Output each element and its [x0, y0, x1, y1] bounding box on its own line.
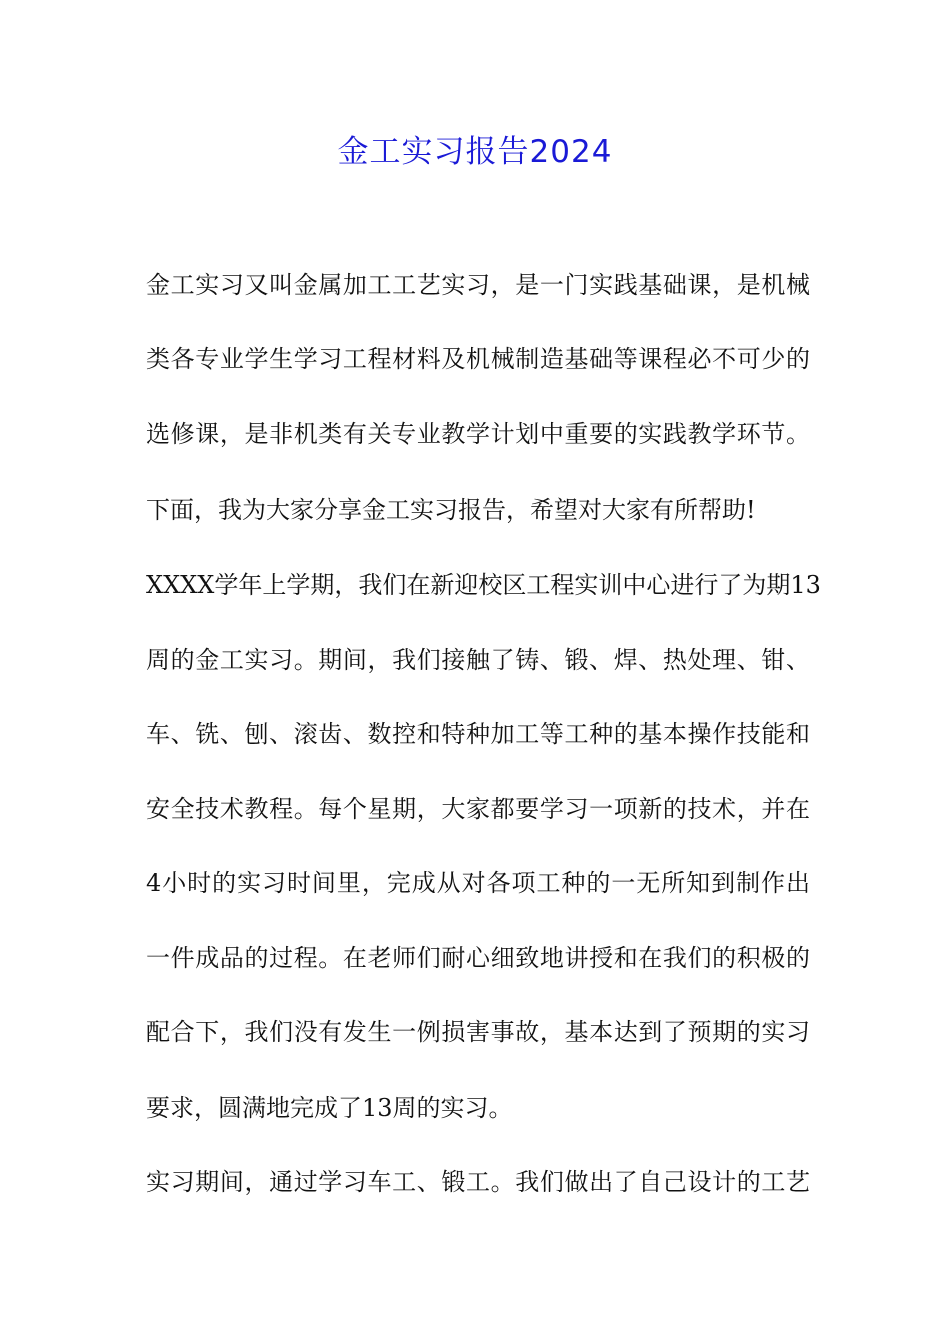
paragraph-line: 实习期间，通过学习车工、锻工。我们做出了自己设计的工艺 — [146, 1168, 810, 1196]
document-title: 金工实习报告2024 — [337, 134, 613, 170]
paragraph-line: 车、铣、刨、滚齿、数控和特种加工等工种的基本操作技能和 — [146, 720, 810, 748]
paragraph-line: 金工实习又叫金属加工工艺实习，是一门实践基础课，是机械 — [146, 271, 810, 299]
paragraph-line: 类各专业学生学习工程材料及机械制造基础等课程必不可少的 — [146, 345, 810, 373]
paragraph-line: 一件成品的过程。在老师们耐心细致地讲授和在我们的积极的 — [146, 944, 810, 972]
paragraph-line: 周的金工实习。期间，我们接触了铸、锻、焊、热处理、钳、 — [146, 646, 810, 674]
paragraph-line: XXXX学年上学期，我们在新迎校区工程实训中心进行了为期13 — [146, 571, 821, 599]
paragraph-line: 选修课，是非机类有关专业教学计划中重要的实践教学环节。 — [146, 420, 810, 448]
paragraph-line: 下面，我为大家分享金工实习报告，希望对大家有所帮助! — [146, 496, 756, 524]
paragraph-line: 安全技术教程。每个星期，大家都要学习一项新的技术，并在 — [146, 795, 810, 823]
paragraph-line: 要求，圆满地完成了13周的实习。 — [146, 1094, 513, 1122]
paragraph-line: 4小时的实习时间里，完成从对各项工种的一无所知到制作出 — [146, 869, 810, 897]
paragraph-line: 配合下，我们没有发生一例损害事故，基本达到了预期的实习 — [146, 1018, 810, 1046]
